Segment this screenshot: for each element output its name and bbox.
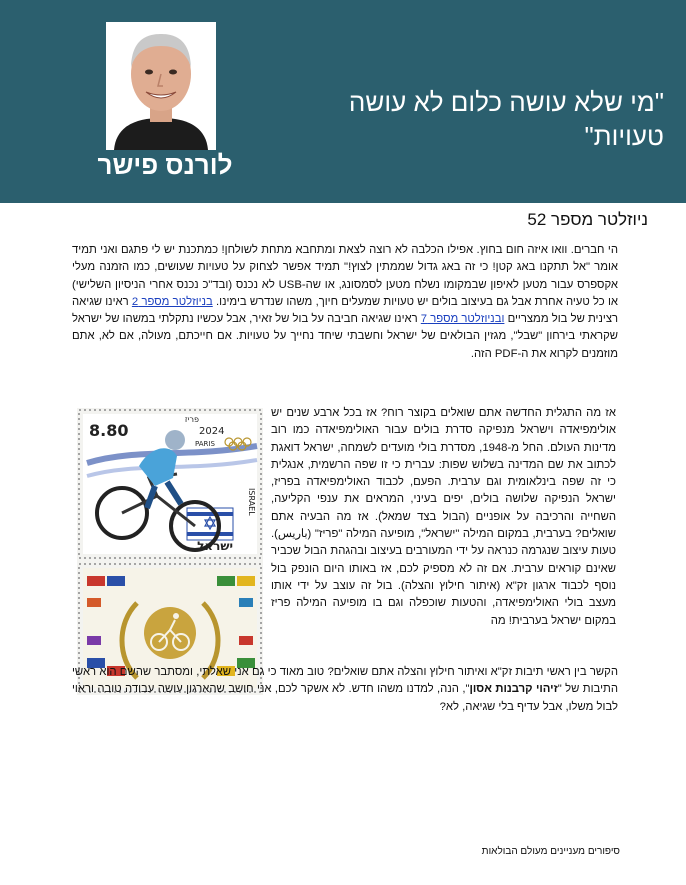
newsletter-2-link[interactable]: בניוזלטר מספר 2 bbox=[131, 295, 213, 308]
zaka-paragraph bbox=[72, 664, 618, 716]
stamp-year-text: 2024 bbox=[199, 426, 225, 437]
olympic-stamp-image bbox=[77, 408, 263, 695]
footer-text: סיפורים מעניינים מעולם הבולאות bbox=[481, 846, 620, 857]
newsletter-7-link[interactable]: ובניוזלטר מספר 7 bbox=[420, 313, 505, 326]
stamp-country-en-text: ISRAEL bbox=[247, 488, 256, 516]
header-banner bbox=[0, 0, 686, 203]
zaka-bold-text: זיהוי קרבנות אסון bbox=[469, 683, 558, 696]
intro-text-c: ראינו שגיאה חביבה על בול של זאיר, אבל עכשיו נתקלתי במשהו של ישראל שקראתי בירחון "שבל", מגזין הבולאים של ישראל וחשבתי שיחד נחייך על טעויות. אם חייכתם, מעולה, אם לא, אתם מוזמנים לקרוא את ה-PDF הזה. bbox=[72, 313, 618, 360]
stamp-city-he-text: פריז bbox=[184, 415, 199, 424]
stamp-story-paragraph: אז מה התגלית החדשה אתם שואלים בקוצר רוח? אז בכל ארבע שנים יש אולימפיאדה וישראל מנפיקה סדרת בולים עבור האולימפיאדה כמו רוב מדינות העולם. החל מ-1948, מסדרת בולי מועדים לשמחה, ישראל דואגת לכתוב את שם המדינה בשלוש שפות: עברית כי זו שפה הרשמית, אנגלית כי זה שפה בינלאומית וגם ערבית. הפעם, לכבוד האולימפיאדה בפריז, ישראל הנפיקה שלושה בולים, יפים בעיני, המראים את ענפי הקליעה, השחייה והרכיבה על אופניים (הבול בצד שמאל). אז מה הבעיה אתם שואלים? בערבית, במקום המילה "ישראל", מופיעה המילה "פריז" (باريس). טעות עיצוב שנגרמה כנראה על ידי המעורבים בעיצוב ובהגהת הבול שכביר שאינם קוראים ערבית. אם זה לא מספיק לכם, אז באותו היום הונפק בול נוסף לכבוד ארגון זק"א (איתור חילוץ והצלה). בול זה עוצב על ידי אותו מעצב בולי האולימפיאדה, והטעות שוכפלה וגם בו מופיעה המילה פריז במקום ישראל בערבית! מה bbox=[271, 407, 616, 627]
zaka-text-b: ", הנה, למדנו משהו חדש. לא אשקר לכם, אני חושב שהארגון עושה עבודה טובה וראוי לבול משלו, אבל עדיף בלי שגיאה, לא? bbox=[72, 683, 618, 713]
stamp-value-text: 8.80 bbox=[89, 421, 129, 440]
author-photo bbox=[106, 22, 216, 150]
intro-paragraph bbox=[72, 242, 618, 363]
header-quote: "מי שלא עושה כלום לא עושה טעויות" bbox=[348, 87, 664, 151]
intro-text-b: ראינו שגיאה רצינית של בול ממצריים bbox=[72, 295, 619, 326]
stamp-city-text: PARIS bbox=[195, 440, 215, 448]
zaka-text-a: הקשר בין ראשי תיבות זק"א ואיתור חילוץ והצלה אתם שואלים? טוב מאוד כי גם אני שאלתי, ומסתבר שהשם הוא ראשי התיבות של " bbox=[72, 666, 618, 696]
issue-title: ניוזלטר מספר 52 bbox=[527, 210, 648, 229]
stamp-country-he-text: ישראל bbox=[197, 539, 233, 553]
author-name: לורנס פישר bbox=[97, 150, 233, 180]
intro-text-a: הי חברים. וואו איזה חום בחוץ. אפילו הכלבה לא רוצה לצאת ומתחבא מתחת לשולחן! כמתכנת יש לי פתגם ואני תמיד אומר "אל תתקנו באג קטן! כי זה באג גדול שממתין לצוץ!" תמיד אפשר לצחוק על טעויות שעושים, כמו הזמנה מעלי אקספרס עבור מטען לאיפון שבמקומו נשלח מטען לסמסונג, או שה-USB לא נכנס (ובד"כ נכנס אחרי הניסיון השלישי) או כל טעיה אחרת אבל גם בעיצוב בולים יש טעויות שמעלים חיוך, משהו שנדרש בימינו. bbox=[72, 244, 618, 308]
